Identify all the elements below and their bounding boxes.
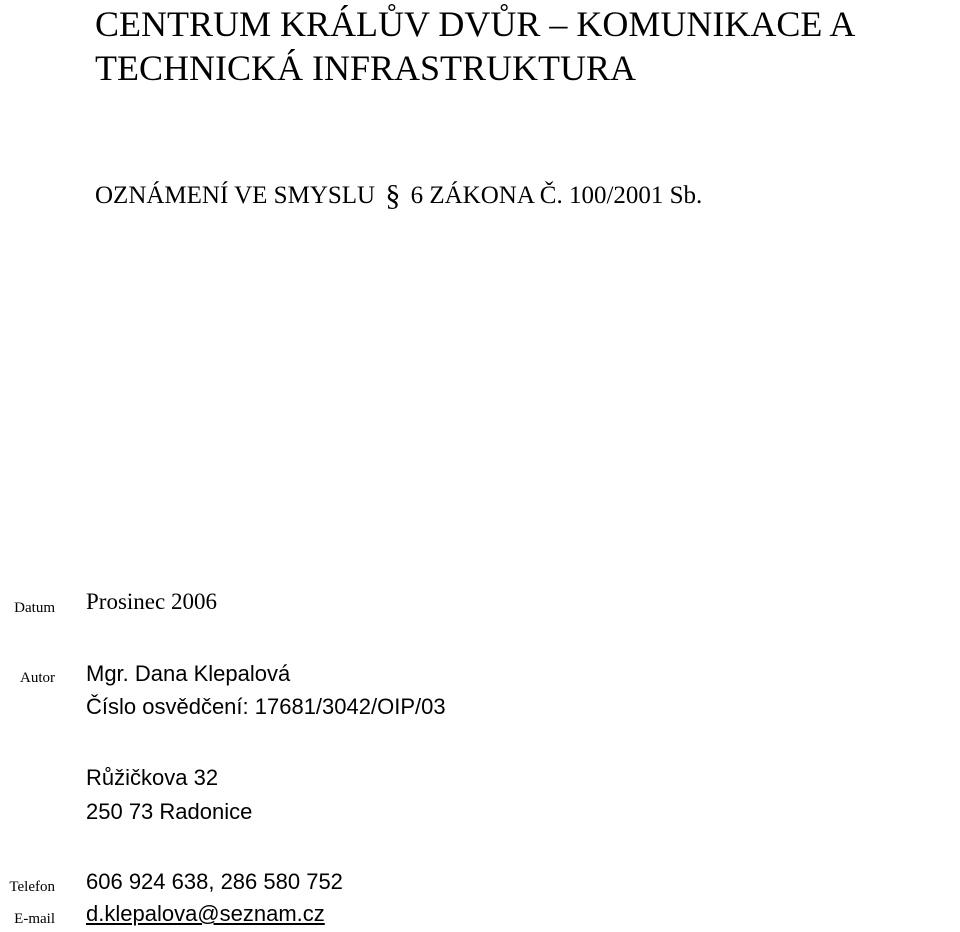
- address-street: Růžičkova 32: [86, 765, 219, 790]
- datum-label: Datum: [14, 600, 55, 616]
- section-sign: §: [385, 179, 401, 212]
- telefon-value: 606 924 638, 286 580 752: [86, 869, 343, 894]
- address-city: 250 73 Radonice: [86, 799, 253, 824]
- autor-certificate: Číslo osvědčení: 17681/3042/OIP/03: [86, 694, 446, 719]
- document-title: [95, 2, 855, 90]
- email-label: E-mail: [14, 911, 55, 927]
- notice-suffix: 6 ZÁKONA Č. 100/2001 Sb.: [410, 182, 703, 209]
- email-link[interactable]: d.klepalova@seznam.cz: [86, 901, 325, 926]
- autor-label: Autor: [20, 670, 55, 686]
- title-line-1: CENTRUM KRÁLŮV DVŮR – KOMUNIKACE A: [95, 4, 856, 44]
- autor-name: Mgr. Dana Klepalová: [86, 661, 291, 686]
- telefon-label: Telefon: [9, 879, 55, 895]
- notice-prefix: OZNÁMENÍ VE SMYSLU: [95, 182, 376, 209]
- notice-heading: [95, 178, 702, 214]
- datum-value: Prosinec 2006: [86, 589, 217, 614]
- title-line-2: TECHNICKÁ INFRASTRUKTURA: [95, 48, 637, 88]
